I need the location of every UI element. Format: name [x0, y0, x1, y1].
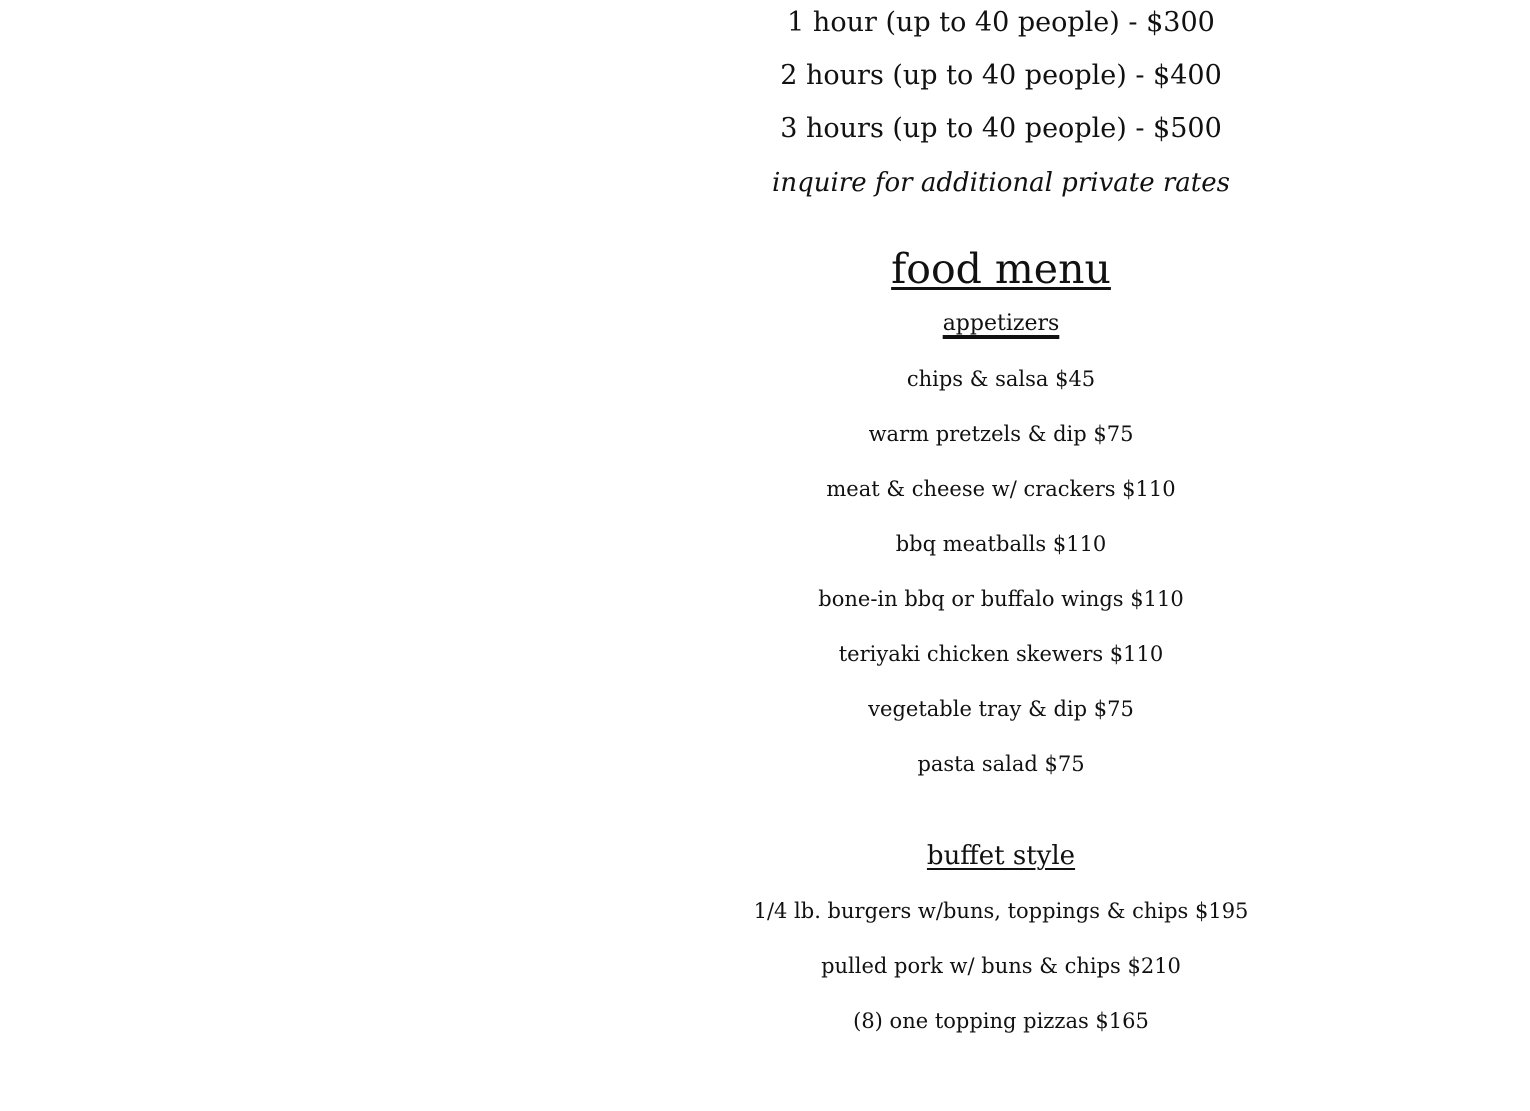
rate-2-hours: 2 hours (up to 40 people) - $400 [780, 60, 1222, 91]
appetizer-item: warm pretzels & dip $75 [868, 422, 1134, 446]
buffet-style-title: buffet style [926, 841, 1076, 871]
buffet-item: pulled pork w/ buns & chips $210 [821, 954, 1181, 978]
appetizer-item: pasta salad $75 [917, 752, 1085, 776]
rate-1-hour: 1 hour (up to 40 people) - $300 [787, 7, 1215, 38]
buffet-item: 1/4 lb. burgers w/buns, toppings & chips $195 [753, 899, 1249, 923]
food-menu-title: food menu [891, 245, 1111, 293]
appetizers-title: appetizers [942, 311, 1060, 336]
rates-note: inquire for additional private rates [772, 168, 1230, 198]
rate-3-hours: 3 hours (up to 40 people) - $500 [780, 113, 1222, 144]
appetizer-item: bbq meatballs $110 [895, 532, 1107, 556]
appetizer-item: chips & salsa $45 [906, 367, 1096, 391]
buffet-item: (8) one topping pizzas $165 [853, 1009, 1149, 1033]
appetizer-item: teriyaki chicken skewers $110 [838, 642, 1164, 666]
appetizer-item: bone-in bbq or buffalo wings $110 [818, 587, 1184, 611]
appetizer-item: vegetable tray & dip $75 [868, 697, 1134, 721]
appetizer-item: meat & cheese w/ crackers $110 [826, 477, 1176, 501]
